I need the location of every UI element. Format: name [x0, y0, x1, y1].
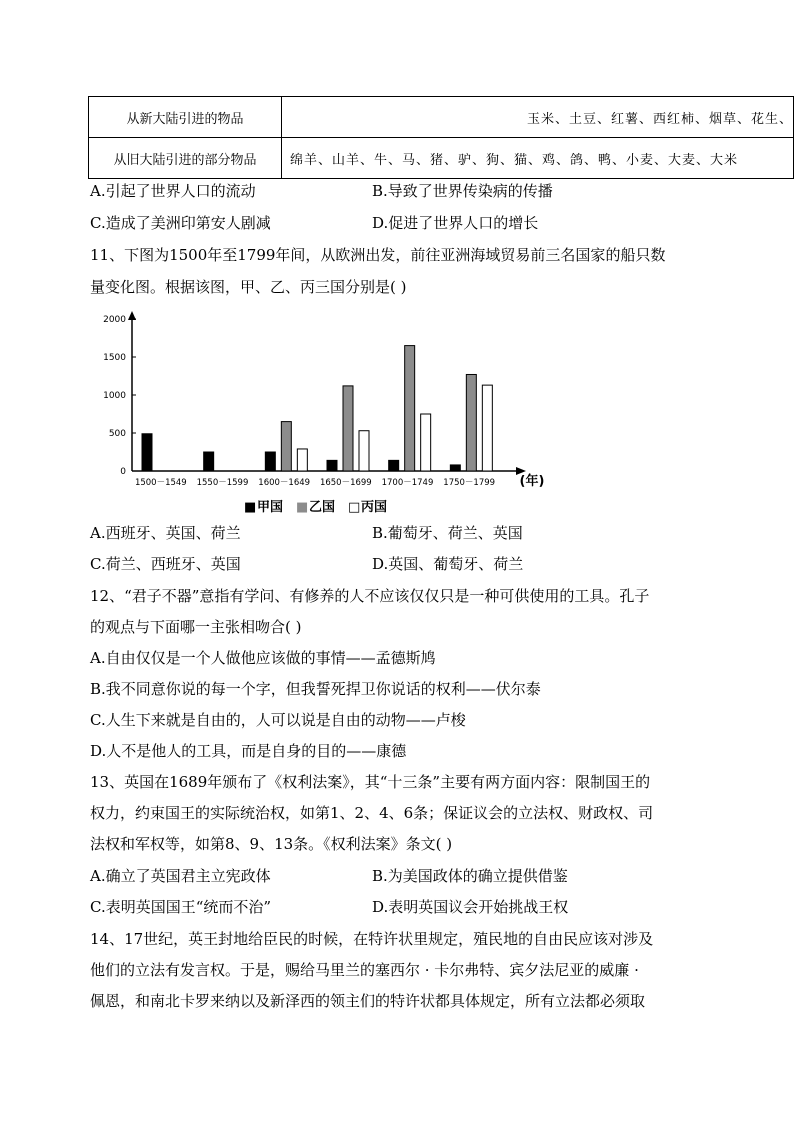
- q11-option-c[interactable]: C.荷兰、西班牙、英国: [90, 555, 241, 573]
- q11-stem: 11、下图为1500年至1799年间，从欧洲出发，前往亚洲海域贸易前三名国家的船只数: [90, 246, 666, 264]
- x-tick-label: 1650－1699: [319, 478, 372, 488]
- y-tick-label: 1500: [103, 353, 126, 363]
- legend-marker: □: [348, 500, 361, 515]
- q11-option-d[interactable]: D.英国、葡萄牙、荷兰: [372, 555, 524, 573]
- bar-bing: [359, 431, 369, 471]
- y-tick-label: 500: [108, 429, 126, 439]
- table-cell-label: 从新大陆引进的物品: [89, 97, 282, 138]
- q13-option-d[interactable]: D.表明英国议会开始挑战王权: [372, 898, 569, 916]
- q10-option-d[interactable]: D.促进了世界人口的增长: [372, 214, 539, 232]
- q12-option-c[interactable]: C.人生下来就是自由的，人可以说是自由的动物——卢梭: [90, 711, 466, 729]
- bar-yi: [466, 374, 476, 471]
- x-axis-label: (年): [519, 474, 545, 489]
- q10-option-c[interactable]: C.造成了美洲印第安人剧减: [90, 214, 271, 232]
- q11-option-a[interactable]: A.西班牙、英国、荷兰: [90, 524, 241, 542]
- x-tick-label: 1550－1599: [196, 478, 249, 488]
- q13-stem: 法权和军权等，如第8、9、13条。《权利法案》条文( ): [90, 835, 453, 853]
- x-tick-label: 1700－1749: [381, 478, 434, 488]
- q13-option-b[interactable]: B.为美国政体的确立提供借鉴: [372, 867, 568, 885]
- table-cell-value: 玉米、土豆、红薯、西红柿、烟草、花生、: [282, 97, 794, 138]
- ship-count-bar-chart: [98, 310, 558, 520]
- bar-jia: [450, 465, 460, 471]
- bar-jia: [327, 460, 337, 471]
- legend-marker: ■: [244, 500, 257, 515]
- q12-option-b[interactable]: B.我不同意你说的每一个字，但我誓死捍卫你说话的权利——伏尔泰: [90, 680, 541, 698]
- x-tick-label: 1600－1649: [258, 478, 311, 488]
- q10-option-b[interactable]: B.导致了世界传染病的传播: [372, 182, 553, 200]
- goods-exchange-table: [88, 96, 794, 179]
- legend-label: 丙国: [361, 500, 388, 515]
- table-row: [89, 97, 794, 138]
- y-tick-label: 2000: [103, 315, 126, 325]
- q13-stem: 权力，约束国王的实际统治权，如第1、2、4、6条；保证议会的立法权、财政权、司: [90, 804, 654, 822]
- q13-option-c[interactable]: C.表明英国国王“统而不治”: [90, 898, 272, 916]
- legend-label: 甲国: [257, 500, 284, 515]
- bar-bing: [421, 414, 431, 471]
- q13-option-a[interactable]: A.确立了英国君主立宪政体: [90, 867, 271, 885]
- q14-stem: 他们的立法有发言权。于是，赐给马里兰的塞西尔 · 卡尔弗特、宾夕法尼亚的威廉 ·: [90, 961, 639, 979]
- x-tick-label: 1750－1799: [443, 478, 496, 488]
- legend-label: 乙国: [309, 500, 336, 515]
- bar-bing: [482, 385, 492, 471]
- table-cell-value: 绵羊、山羊、牛、马、猪、驴、狗、猫、鸡、鸽、鸭、小麦、大麦、大米: [282, 138, 794, 179]
- bar-bing: [297, 449, 307, 471]
- q12-option-d[interactable]: D.人不是他人的工具，而是自身的目的——康德: [90, 742, 407, 760]
- bar-jia: [204, 452, 214, 471]
- q12-option-a[interactable]: A.自由仅仅是一个人做他应该做的事情——孟德斯鸠: [90, 649, 436, 667]
- q14-stem: 佩恩，和南北卡罗来纳以及新泽西的领主们的特许状都具体规定，所有立法都必须取: [90, 992, 646, 1010]
- bar-jia: [142, 434, 152, 471]
- bar-yi: [343, 386, 353, 471]
- bar-jia: [265, 452, 275, 471]
- bar-yi: [405, 346, 415, 471]
- table-cell-label: 从旧大陆引进的部分物品: [89, 138, 282, 179]
- q14-stem: 14、17世纪，英王封地给臣民的时候，在特许状里规定，殖民地的自由民应该对涉及: [90, 930, 654, 948]
- q11-stem: 量变化图。根据该图，甲、乙、丙三国分别是( ): [90, 278, 407, 296]
- bar-jia: [389, 460, 399, 471]
- y-tick-label: 0: [120, 467, 126, 477]
- x-tick-label: 1500－1549: [134, 478, 187, 488]
- bar-yi: [281, 422, 291, 471]
- q13-stem: 13、英国在1689年颁布了《权利法案》，其“十三条”主要有两方面内容：限制国王的: [90, 773, 651, 791]
- legend-marker: ■: [296, 500, 309, 515]
- q11-option-b[interactable]: B.葡萄牙、荷兰、英国: [372, 524, 523, 542]
- q12-stem: 的观点与下面哪一主张相吻合( ): [90, 618, 302, 636]
- q10-option-a[interactable]: A.引起了世界人口的流动: [90, 182, 256, 200]
- y-tick-label: 1000: [103, 391, 126, 401]
- table-row: [89, 138, 794, 179]
- q12-stem: 12、“君子不器”意指有学问、有修养的人不应该仅仅只是一种可供使用的工具。孔子: [90, 587, 650, 605]
